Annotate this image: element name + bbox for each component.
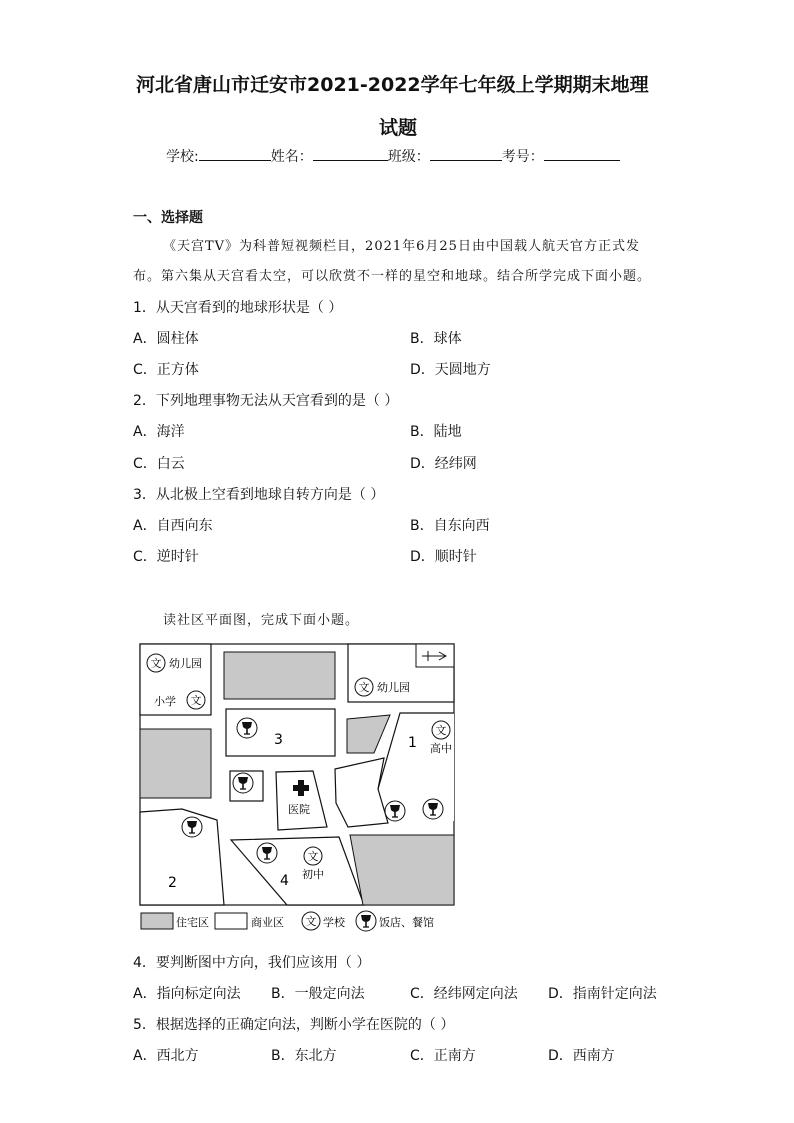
school-icon — [187, 691, 205, 709]
option-b[interactable]: B．陆地 — [410, 424, 462, 440]
option-a[interactable]: A．指向标定向法 — [133, 986, 241, 1002]
legend-restaurant-label: 饭店、餐馆 — [379, 916, 434, 929]
primary-school-label: 小学 — [154, 695, 176, 708]
svg-text:文: 文 — [358, 681, 370, 694]
residential-block — [350, 835, 454, 905]
legend-residential-label: 住宅区 — [176, 916, 209, 929]
exam-no-field-label: 考号： — [501, 149, 544, 165]
svg-text:文: 文 — [435, 724, 447, 737]
exam-no-field-blank[interactable] — [544, 146, 620, 161]
restaurant-icon — [385, 801, 405, 821]
legend-residential-swatch — [141, 913, 173, 929]
question-stem: 2．下列地理事物无法从天宫看到的是（ ） — [133, 393, 399, 409]
class-field-label: 班级： — [387, 149, 430, 165]
legend-commercial-label: 商业区 — [251, 916, 284, 929]
residential-block — [140, 729, 211, 798]
school-field-label: 学校: — [166, 149, 199, 165]
option-b[interactable]: B．东北方 — [271, 1048, 337, 1064]
high-school-label: 高中 — [430, 742, 452, 755]
school-field-blank[interactable] — [199, 146, 271, 161]
student-info-row — [166, 146, 620, 166]
option-c[interactable]: C．逆时针 — [133, 549, 199, 565]
passage-line: 《天宫TV》为科普短视频栏目，2021年6月25日由中国载人航天官方正式发 — [163, 239, 640, 254]
option-d[interactable]: D．西南方 — [548, 1048, 615, 1064]
restaurant-icon — [182, 817, 202, 837]
area-number-4: 4 — [280, 873, 289, 889]
option-c[interactable]: C．正方体 — [133, 362, 199, 378]
kindergarten-label: 幼儿园 — [377, 681, 410, 694]
svg-text:文: 文 — [190, 694, 202, 707]
question-stem: 4．要判断图中方向，我们应该用（ ） — [133, 955, 371, 971]
middle-school-label: 初中 — [302, 868, 324, 881]
community-map — [138, 641, 458, 937]
residential-block — [224, 652, 335, 699]
passage-line: 布。第六集从天宫看太空，可以欣赏不一样的星空和地球。结合所学完成下面小题。 — [133, 269, 652, 284]
school-icon — [355, 678, 373, 696]
option-a[interactable]: A．自西向东 — [133, 518, 213, 534]
option-a[interactable]: A．西北方 — [133, 1048, 199, 1064]
page-title-cont: 试题 — [379, 117, 418, 139]
map-caption: 读社区平面图，完成下面小题。 — [163, 613, 360, 628]
restaurant-icon — [233, 773, 253, 793]
option-b[interactable]: B．自东向西 — [410, 518, 490, 534]
question-stem: 3．从北极上空看到地球自转方向是（ ） — [133, 487, 385, 503]
svg-text:文: 文 — [150, 657, 162, 670]
legend-school-label: 学校 — [323, 916, 345, 929]
page-title: 河北省唐山市迁安市2021-2022学年七年级上学期期末地理 — [136, 74, 649, 96]
option-b[interactable]: B．球体 — [410, 331, 462, 347]
school-icon — [302, 912, 320, 930]
option-b[interactable]: B．一般定向法 — [271, 986, 365, 1002]
class-field-blank[interactable] — [430, 146, 502, 161]
school-icon — [147, 654, 165, 672]
name-field-blank[interactable] — [313, 146, 388, 161]
kindergarten-label: 幼儿园 — [169, 657, 202, 670]
restaurant-icon — [237, 718, 257, 738]
svg-text:文: 文 — [307, 850, 319, 863]
option-c[interactable]: C．正南方 — [410, 1048, 476, 1064]
school-icon — [304, 847, 322, 865]
name-field-label: 姓名： — [270, 149, 313, 165]
svg-text:文: 文 — [305, 915, 317, 928]
area-number-3: 3 — [274, 732, 283, 748]
option-c[interactable]: C．经纬网定向法 — [410, 986, 518, 1002]
option-d[interactable]: D．天圆地方 — [410, 362, 491, 378]
area-number-2: 2 — [168, 875, 177, 891]
section-heading: 一、选择题 — [133, 210, 203, 226]
restaurant-icon — [423, 799, 443, 819]
restaurant-icon — [257, 843, 277, 863]
restaurant-icon — [356, 911, 376, 931]
question-stem: 5．根据选择的正确定向法，判断小学在医院的（ ） — [133, 1017, 455, 1033]
map-legend — [141, 911, 434, 931]
question-stem: 1．从天宫看到的地球形状是（ ） — [133, 300, 343, 316]
area-number-1: 1 — [408, 735, 417, 751]
option-d[interactable]: D．顺时针 — [410, 549, 477, 565]
legend-commercial-swatch — [215, 913, 247, 929]
option-a[interactable]: A．海洋 — [133, 424, 185, 440]
option-d[interactable]: D．经纬网 — [410, 456, 477, 472]
option-a[interactable]: A．圆柱体 — [133, 331, 199, 347]
commercial-block-2 — [140, 809, 224, 905]
school-icon — [432, 721, 450, 739]
hospital-label: 医院 — [288, 803, 310, 816]
option-d[interactable]: D．指南针定向法 — [548, 986, 657, 1002]
option-c[interactable]: C．白云 — [133, 456, 185, 472]
